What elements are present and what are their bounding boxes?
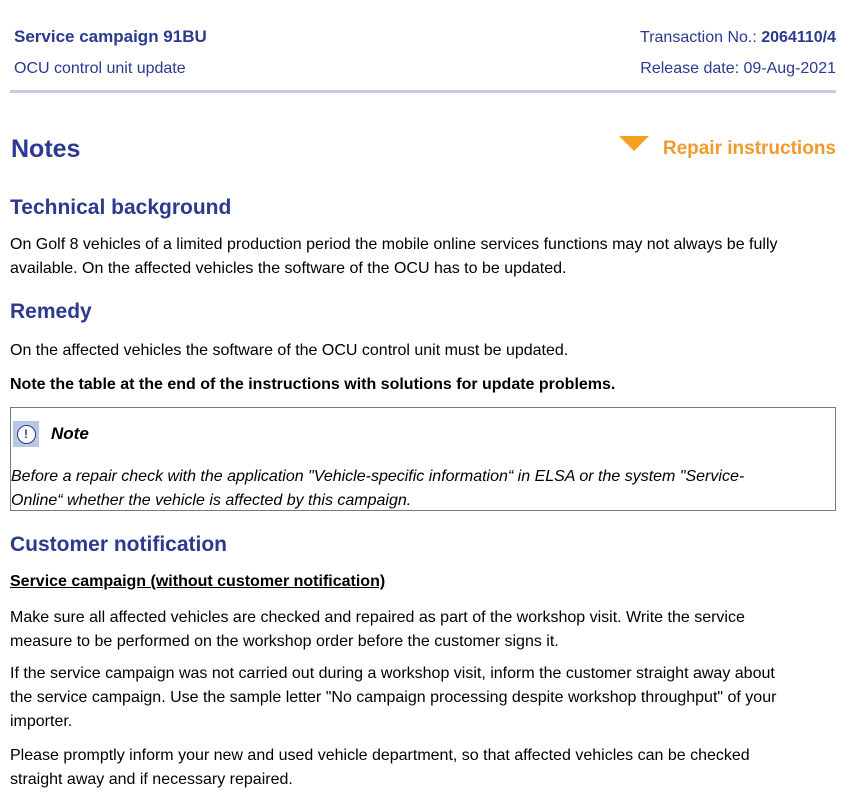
note-body <box>11 465 811 513</box>
header-row-top <box>10 27 836 51</box>
customer-paragraph-3-line-1: Please promptly inform your new and used vehicle department, so that affected vehicles can be checked <box>10 747 750 764</box>
note-box <box>10 407 836 511</box>
transaction-label: Transaction No.: <box>640 29 762 46</box>
customer-paragraph-1 <box>10 606 745 654</box>
exclamation-glyph: ! <box>17 425 36 444</box>
campaign-title: Service campaign 91BU <box>14 27 207 46</box>
document-page <box>10 0 836 788</box>
remedy-bold-note: Note the table at the end of the instructions with solutions for update problems. <box>10 376 616 393</box>
customer-paragraph-2 <box>10 662 776 734</box>
customer-paragraph-1-line-2: measure to be performed on the workshop order before the customer signs it. <box>10 633 559 650</box>
technical-background-heading: Technical background <box>10 196 232 219</box>
note-line-2: Online“ whether the vehicle is affected by this campaign. <box>11 492 412 509</box>
customer-paragraph-3-line-2: straight away and if necessary repaired. <box>10 771 293 788</box>
customer-paragraph-2-line-3: importer. <box>10 713 73 730</box>
transaction-value: 2064110/4 <box>761 29 836 46</box>
page-title: Notes <box>11 134 81 163</box>
header-row-bottom <box>10 60 836 82</box>
technical-background-line-1: On Golf 8 vehicles of a limited production period the mobile online services functions may not always be fully <box>10 236 778 253</box>
technical-background-line-2: available. On the affected vehicles the software of the OCU has to be updated. <box>10 260 567 277</box>
repair-instructions-link[interactable] <box>619 138 836 160</box>
notes-row <box>10 131 836 167</box>
customer-notification-heading: Customer notification <box>10 533 228 556</box>
note-label: Note <box>51 424 89 443</box>
triangle-down-icon <box>619 136 649 151</box>
note-line-1: Before a repair check with the application "Vehicle-specific information“ in ELSA or the system "Service- <box>11 468 745 485</box>
note-header <box>11 421 89 447</box>
transaction-number <box>640 29 836 47</box>
technical-background-text <box>10 233 778 281</box>
customer-notification-subheading: Service campaign (without customer notification) <box>10 573 386 590</box>
exclamation-circle-icon <box>13 421 39 447</box>
customer-paragraph-3 <box>10 744 750 792</box>
remedy-text: On the affected vehicles the software of the OCU control unit must be updated. <box>10 342 569 359</box>
campaign-subtitle: OCU control unit update <box>14 60 186 77</box>
repair-instructions-label: Repair instructions <box>662 138 836 159</box>
header-divider <box>10 90 836 93</box>
release-date: Release date: 09-Aug-2021 <box>640 60 836 77</box>
customer-paragraph-2-line-2: the service campaign. Use the sample letter "No campaign processing despite workshop throughput" of your <box>10 689 777 706</box>
customer-paragraph-2-line-1: If the service campaign was not carried out during a workshop visit, inform the customer straight away about <box>10 665 775 682</box>
customer-paragraph-1-line-1: Make sure all affected vehicles are checked and repaired as part of the workshop visit. Write the service <box>10 609 745 626</box>
remedy-heading: Remedy <box>10 300 92 323</box>
